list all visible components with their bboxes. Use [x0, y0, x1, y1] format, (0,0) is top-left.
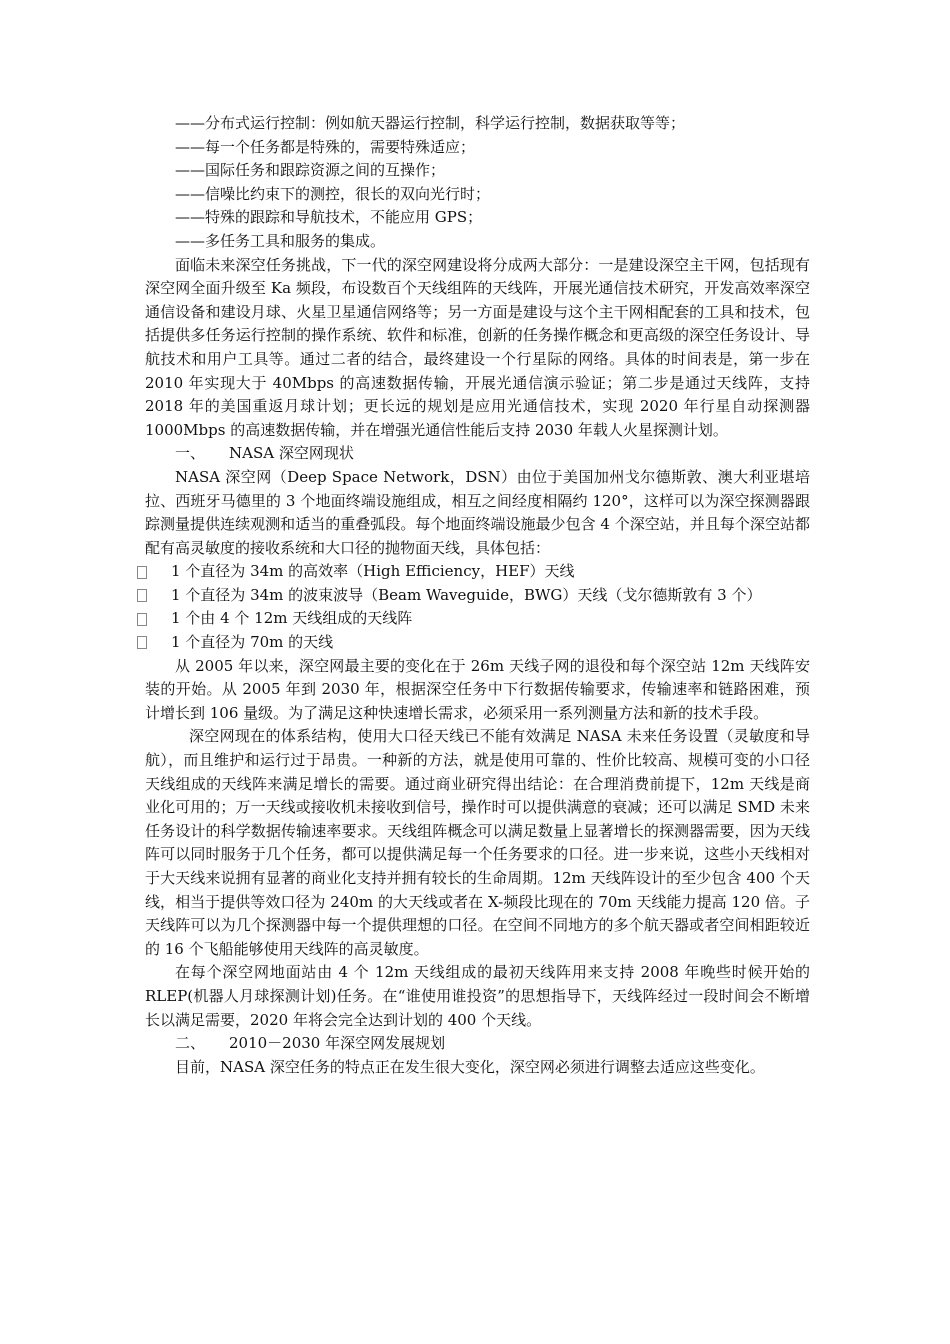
document-page	[145, 112, 810, 1079]
dash-item: ——每一个任务都是特殊的，需要特殊适应；	[175, 137, 476, 156]
section-heading-1	[175, 442, 810, 466]
section-number: 一、	[175, 444, 206, 463]
section-heading-2	[175, 1032, 810, 1056]
paragraph-future-plan: 面临未来深空任务挑战，下一代的深空网建设将分成两大部分：一是建设深空主干网，包括现有深空网全面升级至 Ka 频段，布设数百个天线组阵的天线阵，开展光通信技术研究，开发高效率深空通信设备和建设月球、火星卫星通信网络等；另一方面是建设与这个主干网相配套的工具和技术，包括提供多任务运行控制的操作系统、软件和标准，创新的任务操作概念和更高级的深空任务设计、导航技术和用户工具等。通过二者的结合，最终建设一个行星际的网络。具体的时间表是，第一步在 2010 年实现大于 40Mbps 的高速数据传输，开展光通信演示验证；第二步是通过天线阵，支持 2018 年的美国重返月球计划；更长远的规划是应用光通信技术，实现 2020 年行星自动探测器 1000Mbps 的高速数据传输，并在增强光通信性能后支持 2030 年载人火星探测计划。	[145, 255, 810, 439]
bullet-box-icon	[137, 636, 147, 649]
list-item-text: 1 个由 4 个 12m 天线组成的天线阵	[171, 609, 413, 628]
section-title: NASA 深空网现状	[229, 444, 354, 463]
paragraph-current: 目前，NASA 深空任务的特点正在发生很大变化，深空网必须进行调整去适应这些变化。	[175, 1057, 765, 1076]
section-number: 二、	[175, 1034, 206, 1053]
dash-item: ——特殊的跟踪和导航技术，不能应用 GPS；	[175, 208, 483, 227]
dash-item: ——多任务工具和服务的集成。	[175, 231, 386, 250]
paragraph-ground-station: 在每个深空网地面站由 4 个 12m 天线组成的最初天线阵用来支持 2008 年晚些时候开始的 RLEP(机器人月球探测计划)任务。在“谁使用谁投资”的思想指导下，天线阵经过一段时间会不断增长以满足需要，2020 年将会完全达到计划的 400 个天线。	[145, 963, 810, 1029]
paragraph-architecture: 深空网现在的体系结构，使用大口径天线已不能有效满足 NASA 未来任务设置（灵敏度和导航），而且维护和运行过于昂贵。一种新的方法，就是使用可靠的、性价比较高、规模可变的小口径天线组成的天线阵来满足增长的需要。通过商业研究得出结论：在合理消费前提下，12m 天线是商业化可用的；万一天线或接收机未接收到信号，操作时可以提供满意的衰减；还可以满足 SMD 未来任务设计的科学数据传输速率要求。天线组阵概念可以满足数量上显著增长的探测器需要，因为天线阵可以同时服务于几个任务，都可以提供满足每一个任务要求的口径。进一步来说，这些小天线相对于大天线来说拥有显著的商业化支持并拥有较长的生命周期。12m 天线阵设计的至少包含 400 个天线，相当于提供等效口径为 240m 的大天线或者在 X-频段比现在的 70m 天线能力提高 120 倍。子天线阵可以为几个探测器中每一个提供理想的口径。在空间不同地方的多个航天器或者空间相距较近的 16 个飞船能够使用天线阵的高灵敏度。	[145, 727, 810, 958]
list-item	[137, 607, 810, 631]
dash-item: ——信噪比约束下的测控，很长的双向光行时；	[175, 184, 491, 203]
list-item	[137, 584, 810, 608]
paragraph-since-2005: 从 2005 年以来，深空网最主要的变化在于 26m 天线子网的退役和每个深空站 12m 天线阵安装的开始。从 2005 年到 2030 年，根据深空任务中下行数据传输要求，传输速率和链路困难，预计增长到 106 量级。为了满足这种快速增长需求，必须采用一系列测量方法和新的技术手段。	[145, 656, 810, 722]
bullet-box-icon	[137, 613, 147, 626]
list-item	[137, 560, 810, 584]
list-item-text: 1 个直径为 34m 的高效率（High Efficiency，HEF）天线	[171, 562, 575, 581]
bullet-box-icon	[137, 589, 147, 602]
list-item	[137, 631, 810, 655]
section-title: 2010－2030 年深空网发展规划	[229, 1034, 446, 1053]
bullet-box-icon	[137, 566, 147, 579]
list-item-text: 1 个直径为 70m 的天线	[171, 633, 334, 652]
dash-item: ——分布式运行控制：例如航天器运行控制，科学运行控制，数据获取等等；	[175, 114, 686, 132]
list-item-text: 1 个直径为 34m 的波束波导（Beam Waveguide，BWG）天线（戈尔德斯敦有 3 个）	[171, 585, 762, 604]
paragraph-dsn: NASA 深空网（Deep Space Network，DSN）由位于美国加州戈尔德斯敦、澳大利亚堪培拉、西班牙马德里的 3 个地面终端设施组成，相互之间经度相隔约 120°，这样可以为深空探测器跟踪测量提供连续观测和适当的重叠弧段。每个地面终端设施最少包含 4 个深空站，并且每个深空站都配有高灵敏度的接收系统和大口径的抛物面天线，具体包括：	[145, 467, 810, 557]
dash-item: ——国际任务和跟踪资源之间的互操作；	[175, 161, 446, 180]
